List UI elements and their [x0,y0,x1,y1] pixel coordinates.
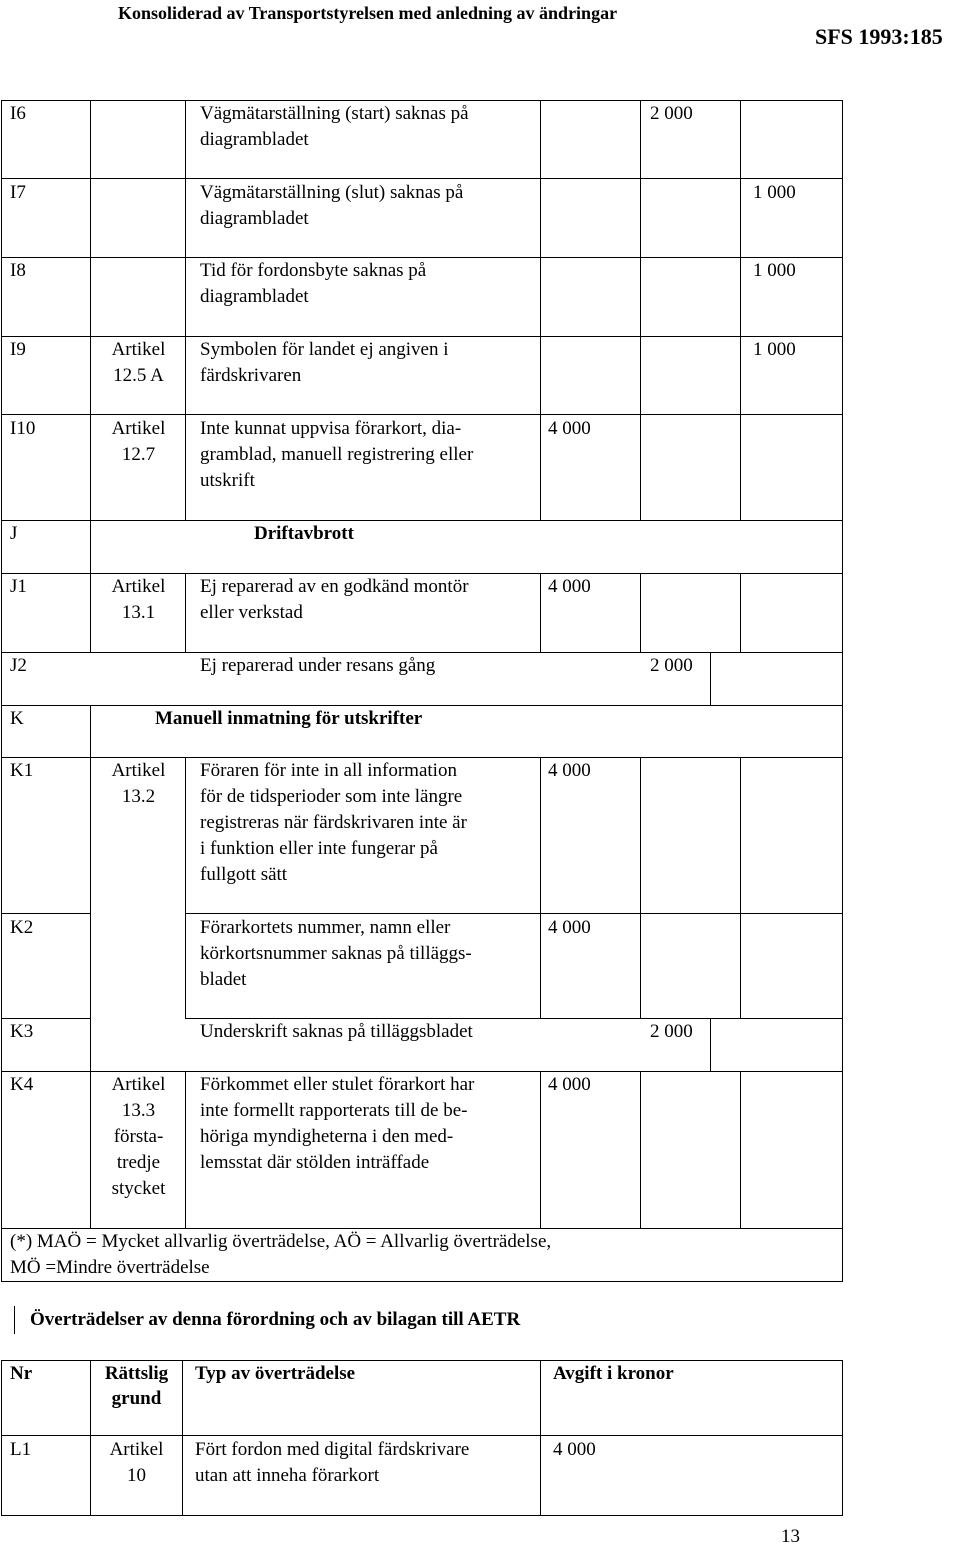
row-description: Förarkortets nummer, namn eller [200,917,451,938]
legal-basis: 13.1 [121,602,156,623]
row-code: K3 [10,1021,34,1042]
row-description: i funktion eller inte fungerar på [200,838,438,859]
row-description: registreras när färdskrivaren inte är [200,812,467,833]
row-description: för de tidsperioder som inte längre [200,786,463,807]
row-code: J2 [10,655,27,676]
row-code: I10 [10,418,36,439]
row-code: I7 [10,182,26,203]
document-header-title: Konsoliderad av Transportstyrelsen med anledning av ändringar [118,3,618,23]
legal-basis: Artikel [111,418,166,439]
row-description: Symbolen för landet ej angiven i [200,339,449,360]
section-title: Manuell inmatning för utskrifter [155,708,423,729]
row-amount: 4 000 [548,576,591,597]
row-description: diagrambladet [200,129,309,150]
legal-basis: 13.3 [121,1100,156,1121]
legal-basis: Artikel [109,1439,164,1460]
sfs-number: SFS 1993:185 [815,24,943,49]
row-amount: 1 000 [753,182,796,203]
legal-basis: 13.2 [121,786,156,807]
legal-basis: första- [113,1126,164,1147]
legal-basis: Artikel [111,1074,166,1095]
footnote-line: MÖ =Mindre överträdelse [10,1257,210,1278]
row-code: K [10,708,24,729]
legal-basis: 12.7 [121,444,156,465]
legal-basis: Artikel [111,339,166,360]
row-description: gramblad, manuell registrering eller [200,444,474,465]
row-description: Underskrift saknas på tilläggsbladet [200,1021,473,1042]
row-amount: 4 000 [553,1439,596,1460]
row-description: Vägmätarställning (slut) saknas på [200,182,464,203]
row-amount: 4 000 [548,917,591,938]
row-description: Ej reparerad av en godkänd montör [200,576,469,597]
column-header-grund: grund [111,1388,162,1409]
row-amount: 1 000 [753,260,796,281]
row-description: höriga myndigheterna i den med- [200,1126,454,1147]
row-amount: 4 000 [548,1074,591,1095]
row-description: lemsstat där stölden inträffade [200,1152,430,1173]
footnote-line: (*) MAÖ = Mycket allvarlig överträdelse, AÖ = Allvarlig överträdelse, [10,1231,552,1252]
row-description: diagrambladet [200,286,309,307]
row-description: inte formellt rapporterats till de be- [200,1100,468,1121]
row-code: J1 [10,576,27,597]
row-description: Förkommet eller stulet förarkort har [200,1074,475,1095]
legal-basis: Artikel [111,576,166,597]
row-code: K1 [10,760,34,781]
row-amount: 1 000 [753,339,796,360]
row-amount: 2 000 [650,655,693,676]
row-description: körkortsnummer saknas på tilläggs- [200,943,472,964]
row-amount: 4 000 [548,418,591,439]
legal-basis: 10 [127,1465,146,1486]
row-description: Vägmätarställning (start) saknas på [200,103,469,124]
row-description: bladet [200,969,247,990]
row-description: utskrift [200,470,255,491]
row-amount: 2 000 [650,1021,693,1042]
row-description: Ej reparerad under resans gång [200,655,436,676]
row-description: eller verkstad [200,602,303,623]
legal-basis: stycket [111,1178,166,1199]
row-description: Fört fordon med digital färdskrivare [195,1439,470,1460]
row-description: Inte kunnat uppvisa förarkort, dia- [200,418,462,439]
section-heading: Överträdelser av denna förordning och av bilagan till AETR [30,1309,521,1330]
row-description: Tid för fordonsbyte saknas på [200,260,427,281]
row-amount: 4 000 [548,760,591,781]
row-description: Föraren för inte in all information [200,760,457,781]
row-description: fullgott sätt [200,864,288,885]
row-code: J [10,523,18,544]
row-code: L1 [10,1439,32,1460]
row-description: färdskrivaren [200,365,302,386]
column-header-nr: Nr [10,1363,33,1384]
column-header-avgift: Avgift i kronor [553,1363,674,1384]
row-code: K4 [10,1074,34,1095]
section-title: Driftavbrott [254,523,354,544]
row-description: utan att inneha förarkort [195,1465,380,1486]
row-code: I8 [10,260,26,281]
legal-basis: 12.5 A [113,365,164,386]
legal-basis: Artikel [111,760,166,781]
column-header-grund: Rättslig [104,1363,169,1384]
change-bar [14,1306,15,1334]
legal-basis: tredje [116,1152,161,1173]
row-code: I9 [10,339,26,360]
row-code: K2 [10,917,34,938]
row-code: I6 [10,103,26,124]
column-header-typ: Typ av överträdelse [195,1363,356,1384]
row-description: diagrambladet [200,208,309,229]
row-amount: 2 000 [650,103,693,124]
page-number: 13 [781,1526,800,1547]
